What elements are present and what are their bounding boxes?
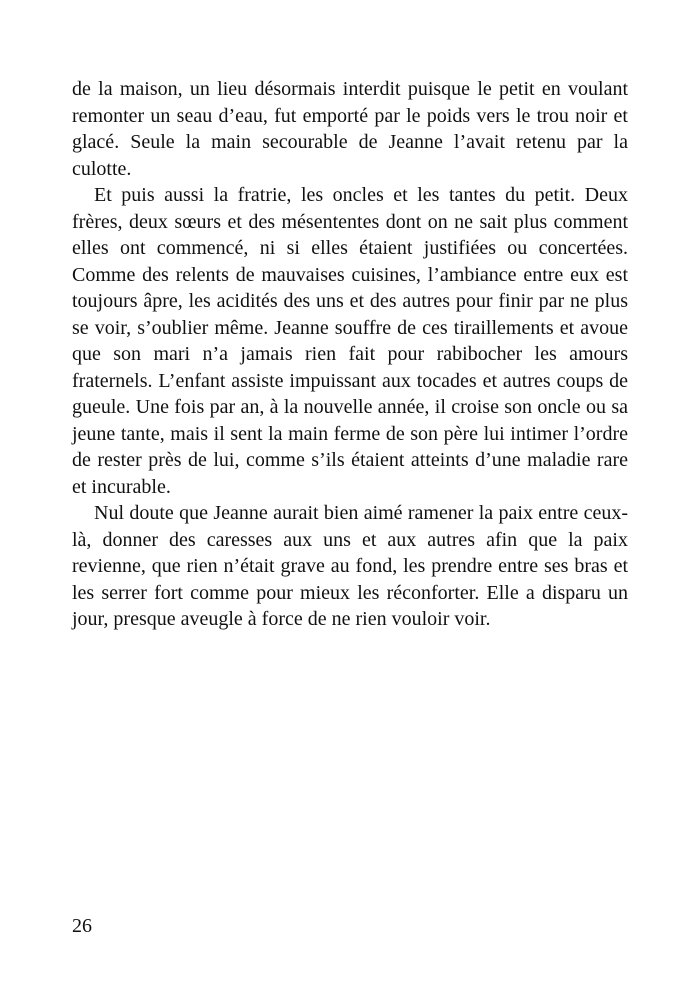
body-text [72,76,628,633]
paragraph-jeanne: Nul doute que Jeanne aurait bien aimé ramener la paix entre ceux-là, donner des caresses aux uns et aux autres afin que la paix revienne, que rien n’était grave au fond, les prendre entre ses bras et les serrer fort comme pour mieux les réconforter. Elle a disparu un jour, presque aveugle à force de ne rien vouloir voir. [72,502,628,630]
page-number: 26 [72,915,92,937]
paragraph-continuation: de la maison, un lieu désormais interdit puisque le petit en voulant remonter un seau d’eau, fut emporté par le poids vers le trou noir et glacé. Seule la main secourable de Jeanne l’avait retenu par la culotte. [72,78,628,180]
paragraph-family: Et puis aussi la fratrie, les oncles et les tantes du petit. Deux frères, deux sœurs et des mésententes dont on ne sait plus comment elles ont commencé, ni si elles étaient justifiées ou concertées. Comme des relents de mauvaises cuisines, l’ambiance entre eux est toujours âpre, les acidités des uns et des autres pour finir par ne plus se voir, s’oublier même. Jeanne souffre de ces tiraillements et avoue que son mari n’a jamais rien fait pour rabibocher les amours fraternels. L’enfant assiste impuissant aux tocades et autres coups de gueule. Une fois par an, à la nouvelle année, il croise son oncle ou sa jeune tante, mais il sent la main ferme de son père lui intimer l’ordre de rester près de lui, comme s’ils étaient atteints d’une maladie rare et incurable. [72,184,628,498]
